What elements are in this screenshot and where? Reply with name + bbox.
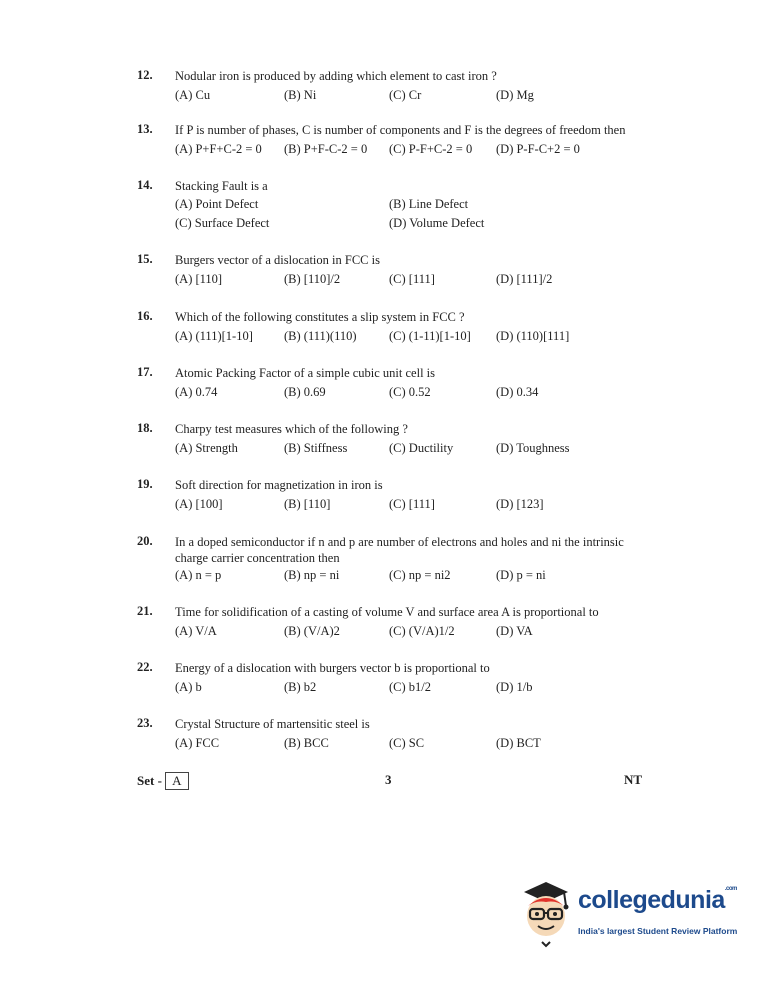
option-b: (B) np = ni	[284, 568, 340, 582]
question-text: Soft direction for magnetization in iron is	[175, 478, 383, 492]
option-a: (A) Strength	[175, 441, 238, 455]
option-c: (C) Surface Defect	[175, 216, 270, 230]
option-c: (C) 0.52	[389, 385, 431, 399]
paper-code: NT	[624, 772, 643, 787]
question-number: 12.	[137, 68, 153, 82]
option-b: (B) BCC	[284, 736, 329, 750]
brand-text: collegedunia	[578, 886, 725, 914]
option-d: (D) 1/b	[496, 680, 533, 694]
option-a: (A) n = p	[175, 568, 222, 582]
question-number: 21.	[137, 604, 153, 618]
question-number: 23.	[137, 716, 153, 730]
option-d: (D) Toughness	[496, 441, 570, 455]
set-label: Set -	[137, 773, 162, 788]
option-c: (C) Ductility	[389, 441, 454, 455]
option-d: (D) VA	[496, 624, 533, 638]
question-text: Nodular iron is produced by adding which element to cast iron ?	[175, 69, 497, 83]
question-number: 13.	[137, 122, 153, 136]
question-text: If P is number of phases, C is number of components and F is the degrees of freedom then	[175, 123, 626, 137]
question-number: 19.	[137, 477, 153, 491]
question-text: Time for solidification of a casting of volume V and surface area A is proportional to	[175, 605, 599, 619]
question-number: 14.	[137, 178, 153, 192]
option-a: (A) V/A	[175, 624, 217, 638]
option-b: (B) (V/A)2	[284, 624, 340, 638]
option-a: (A) [110]	[175, 272, 223, 286]
set-indicator	[137, 772, 189, 790]
question-number: 17.	[137, 365, 153, 379]
question-text: Charpy test measures which of the following ?	[175, 422, 408, 436]
option-a: (A) [100]	[175, 497, 223, 511]
page-number: 3	[385, 772, 392, 787]
option-b: (B) (111)(110)	[284, 329, 357, 343]
option-c: (C) P-F+C-2 = 0	[389, 142, 473, 156]
option-b: (B) Line Defect	[389, 197, 469, 211]
brand-tagline: India's largest Student Review Platform	[578, 926, 738, 936]
option-c: (C) [111]	[389, 497, 435, 511]
collegedunia-logo	[516, 880, 746, 950]
option-a: (A) P+F+C-2 = 0	[175, 142, 262, 156]
brand-name	[578, 886, 737, 915]
option-d: (D) BCT	[496, 736, 541, 750]
question-text: Which of the following constitutes a slip system in FCC ?	[175, 310, 465, 324]
option-a: (A) 0.74	[175, 385, 218, 399]
question-number: 15.	[137, 252, 153, 266]
option-d: (D) P-F-C+2 = 0	[496, 142, 580, 156]
option-d: (D) Volume Defect	[389, 216, 485, 230]
mascot-icon	[516, 880, 576, 948]
question-number: 20.	[137, 534, 153, 548]
option-b: (B) Stiffness	[284, 441, 348, 455]
question-number: 18.	[137, 421, 153, 435]
option-c: (C) SC	[389, 736, 425, 750]
option-b: (B) [110]/2	[284, 272, 341, 286]
question-number: 16.	[137, 309, 153, 323]
option-c: (C) [111]	[389, 272, 435, 286]
option-d: (D) Mg	[496, 88, 534, 102]
set-value: A	[165, 772, 188, 790]
option-b: (B) b2	[284, 680, 317, 694]
question-text: Atomic Packing Factor of a simple cubic unit cell is	[175, 366, 436, 380]
option-d: (D) [111]/2	[496, 272, 553, 286]
option-b: (B) 0.69	[284, 385, 326, 399]
option-a: (A) Point Defect	[175, 197, 259, 211]
option-c: (C) (V/A)1/2	[389, 624, 455, 638]
option-c: (C) b1/2	[389, 680, 432, 694]
question-text: In a doped semiconductor if n and p are number of electrons and holes and ni the intrinsic charge carrier concentration then	[175, 535, 624, 565]
question-number: 22.	[137, 660, 153, 674]
question-text: Crystal Structure of martensitic steel is	[175, 717, 370, 731]
option-b: (B) P+F-C-2 = 0	[284, 142, 368, 156]
brand-suffix: .com	[724, 886, 737, 892]
option-a: (A) b	[175, 680, 202, 694]
option-d: (D) p = ni	[496, 568, 546, 582]
option-b: (B) [110]	[284, 497, 331, 511]
option-b: (B) Ni	[284, 88, 317, 102]
question-text: Energy of a dislocation with burgers vector b is proportional to	[175, 661, 490, 675]
option-a: (A) FCC	[175, 736, 220, 750]
question-text: Stacking Fault is a	[175, 179, 268, 193]
option-c: (C) np = ni2	[389, 568, 451, 582]
option-d: (D) [123]	[496, 497, 544, 511]
option-c: (C) Cr	[389, 88, 422, 102]
option-a: (A) Cu	[175, 88, 211, 102]
option-a: (A) (111)[1-10]	[175, 329, 253, 343]
option-c: (C) (1-11)[1-10]	[389, 329, 471, 343]
question-text: Burgers vector of a dislocation in FCC is	[175, 253, 380, 267]
option-d: (D) 0.34	[496, 385, 539, 399]
option-d: (D) (110)[111]	[496, 329, 570, 343]
